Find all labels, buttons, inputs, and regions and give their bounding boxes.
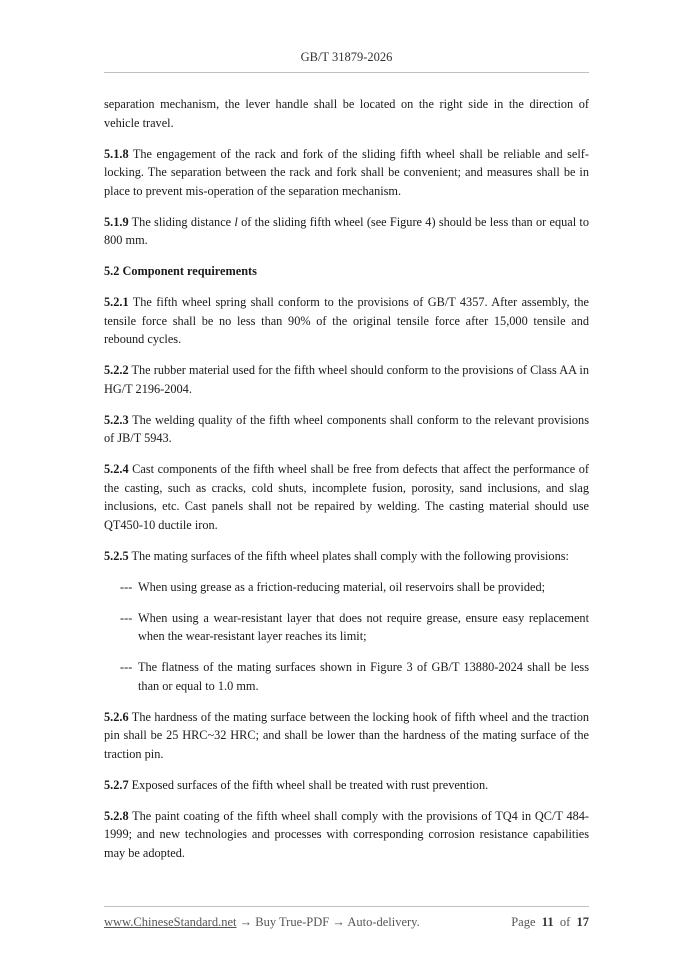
list-item-text: The flatness of the mating surfaces shown in Figure 3 of GB/T 13880-2024 shall be less than or equal to 1.0 mm. [138,660,589,693]
clause-number: 5.1.9 [104,214,129,229]
clause-number: 5.2.5 [104,548,129,563]
header-divider [104,72,589,73]
clause-text: Cast components of the fifth wheel shall be free from defects that affect the performance of the casting, such as cracks, cold shuts, incomplete fusion, porosity, sand inclusions, and slag inclusions, etc. Cast panels shall not be repaired by welding. The casting material should use QT450-10 ductile iron. [104,462,589,532]
clause-number: 5.2.6 [104,709,129,724]
clause-text: The mating surfaces of the fifth wheel plates shall comply with the following provisions: [128,548,569,563]
page-number [511,915,589,930]
clause-text: The rubber material used for the fifth wheel should conform to the provisions of Class AA in HG/T 2196-2004. [104,363,589,396]
clause-5-2-7 [104,776,589,795]
clause-number: 5.2.2 [104,363,129,377]
clause-5-2-4 [104,460,589,534]
list-item [104,609,589,646]
list-item [104,578,589,597]
clause-5-2-6 [104,708,589,764]
clause-5-1-8 [104,145,589,201]
current-page: 11 [541,915,554,929]
clause-number: 5.2.1 [104,295,129,309]
list-item [104,658,589,695]
clause-5-2-3 [104,411,589,448]
variable-symbol: l [234,214,238,229]
standard-number: GB/T 31879-2026 [300,50,393,64]
list-item-text: When using a wear-resistant layer that does not require grease, ensure easy replacement when the wear-resistant layer reaches its limit; [138,610,589,643]
document-body [104,95,589,875]
clause-5-1-9 [104,213,589,250]
clause-text: Exposed surfaces of the fifth wheel shall be treated with rust prevention. [128,777,489,792]
list-dash: --- [120,579,133,594]
clause-text: The engagement of the rack and fork of the sliding fifth wheel shall be reliable and self-locking. The separation between the rack and fork shall be convenient; and measures shall be in place to prevent mis-operation of the separation mechanism. [104,146,589,198]
buy-pdf-text: Buy True-PDF [255,915,330,929]
clause-text: The hardness of the mating surface between the locking hook of fifth wheel and the traction pin shall be 25 HRC~32 HRC; and shall be lower than the hardness of the mating surface of the traction pin. [104,709,589,761]
footer-promo [104,915,420,930]
clause-number: 5.1.8 [104,146,129,161]
clause-text: The welding quality of the fifth wheel components shall conform to the relevant provisions of JB/T 5943. [104,412,589,445]
arrow-icon: → [329,915,348,929]
clause-5-2-1 [104,293,589,349]
clause-number: 5.2.7 [104,777,129,792]
footer-divider [104,906,589,907]
clause-number: 5.2.8 [104,808,129,823]
clause-5-2-5 [104,547,589,566]
clause-text: The sliding distance [128,214,235,229]
clause-5-2-8 [104,807,589,863]
page-header [104,50,589,65]
clause-number: 5.2.3 [104,412,129,427]
page-label: Page [511,915,536,929]
website-link[interactable]: www.ChineseStandard.net [104,915,237,929]
clause-text: The paint coating of the fifth wheel shall comply with the provisions of TQ4 in QC/T 484-1999; and new technologies and processes with corresponding corrosion resistance capabilities may be adopted. [104,808,589,860]
auto-delivery-text: Auto-delivery. [347,915,420,929]
clause-text: of the sliding fifth wheel (see Figure 4) should be less than or equal to 800 mm. [104,214,589,247]
list-item-text: When using grease as a friction-reducing material, oil reservoirs shall be provided; [138,579,546,594]
list-dash: --- [120,660,133,674]
paragraph-continuation: separation mechanism, the lever handle shall be located on the right side in the direction of vehicle travel. [104,97,589,130]
section-heading-5-2: 5.2 Component requirements [104,264,257,278]
page-of-label: of [559,915,571,929]
list-dash: --- [120,610,133,625]
arrow-icon: → [236,915,256,929]
total-pages: 17 [576,915,589,929]
clause-text: The fifth wheel spring shall conform to the provisions of GB/T 4357. After assembly, the tensile force shall be no less than 90% of the original tensile force after 15,000 tensile and rebound cycles. [104,295,589,346]
clause-5-2-2 [104,361,589,398]
clause-number: 5.2.4 [104,462,129,476]
